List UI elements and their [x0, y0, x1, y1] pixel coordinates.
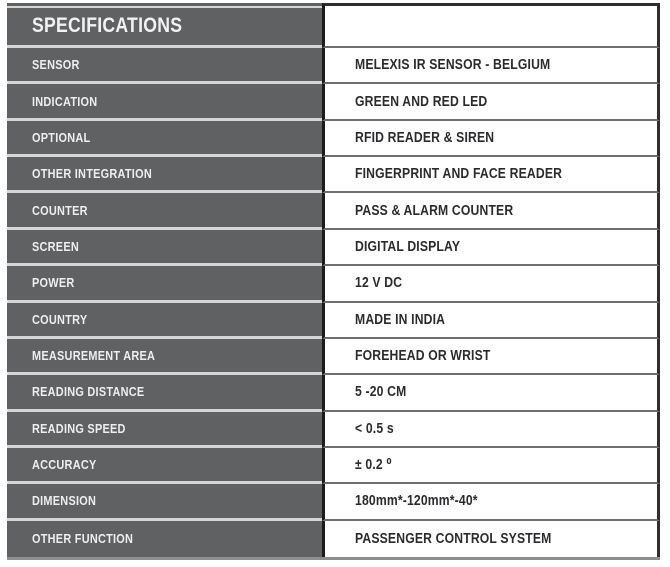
table-row — [7, 121, 660, 157]
table-header-row — [7, 3, 660, 48]
spec-value: RFID READER & SIREN — [355, 129, 495, 146]
spec-value: PASSENGER CONTROL SYSTEM — [355, 530, 552, 547]
table-row — [7, 412, 660, 448]
spec-value-cell — [322, 84, 660, 120]
spec-label: SCREEN — [32, 238, 80, 254]
spec-value-cell — [322, 121, 660, 157]
table-title: SPECIFICATIONS — [32, 13, 183, 37]
spec-value-cell — [322, 48, 660, 84]
table-row — [7, 157, 660, 193]
table-row — [7, 375, 660, 411]
spec-label: POWER — [32, 275, 75, 291]
spec-value-cell — [322, 521, 660, 557]
spec-label-cell — [7, 339, 322, 375]
spec-value-cell — [322, 230, 660, 266]
table-row — [7, 339, 660, 375]
table-row — [7, 266, 660, 302]
spec-value-cell — [322, 448, 660, 484]
spec-label-cell — [7, 484, 322, 520]
spec-value-cell — [322, 412, 660, 448]
spec-label: OPTIONAL — [32, 129, 91, 145]
spec-value: FINGERPRINT AND FACE READER — [355, 166, 563, 183]
spec-label: OTHER INTEGRATION — [32, 166, 152, 182]
spec-label-cell — [7, 193, 322, 229]
spec-value: DIGITAL DISPLAY — [355, 238, 461, 255]
table-row — [7, 484, 660, 520]
spec-value: FOREHEAD OR WRIST — [355, 348, 491, 365]
spec-value: GREEN AND RED LED — [355, 93, 488, 110]
spec-value: 12 V DC — [355, 275, 403, 292]
spec-label: OTHER FUNCTION — [32, 531, 134, 547]
spec-label-cell — [7, 230, 322, 266]
spec-label: DIMENSION — [32, 493, 97, 509]
table-row — [7, 521, 660, 557]
table-row — [7, 303, 660, 339]
spec-value: MELEXIS IR SENSOR - BELGIUM — [355, 57, 551, 74]
spec-value-cell — [322, 375, 660, 411]
spec-value: < 0.5 s — [355, 420, 394, 437]
table-row — [7, 230, 660, 266]
spec-label-cell — [7, 412, 322, 448]
spec-value-cell — [322, 484, 660, 520]
spec-label: INDICATION — [32, 93, 98, 109]
spec-value-cell — [322, 303, 660, 339]
spec-value: MADE IN INDIA — [355, 311, 446, 328]
spec-label: SENSOR — [32, 57, 80, 73]
spec-label-cell — [7, 521, 322, 557]
spec-value: PASS & ALARM COUNTER — [355, 202, 514, 219]
table-row — [7, 48, 660, 84]
table-row — [7, 193, 660, 229]
spec-value-cell — [322, 157, 660, 193]
table-row — [7, 448, 660, 484]
spec-label: MEASUREMENT AREA — [32, 348, 156, 364]
spec-label: COUNTRY — [32, 311, 88, 327]
specifications-table — [7, 3, 660, 560]
spec-value: 5 -20 CM — [355, 384, 407, 401]
spec-label-cell — [7, 157, 322, 193]
spec-label: READING SPEED — [32, 420, 126, 436]
spec-label-cell — [7, 48, 322, 84]
table-header-empty-cell — [322, 3, 660, 48]
spec-value: ± 0.2 ⁰ — [355, 457, 392, 474]
spec-label-cell — [7, 303, 322, 339]
spec-value: 180mm*-120mm*-40* — [355, 493, 478, 510]
spec-label: COUNTER — [32, 202, 88, 218]
table-title-cell — [7, 3, 322, 48]
spec-value-cell — [322, 193, 660, 229]
spec-value-cell — [322, 339, 660, 375]
spec-label-cell — [7, 448, 322, 484]
spec-label-cell — [7, 266, 322, 302]
spec-label-cell — [7, 121, 322, 157]
spec-label: ACCURACY — [32, 457, 97, 473]
spec-value-cell — [322, 266, 660, 302]
table-row — [7, 84, 660, 120]
spec-label: READING DISTANCE — [32, 384, 145, 400]
spec-label-cell — [7, 375, 322, 411]
spec-label-cell — [7, 84, 322, 120]
